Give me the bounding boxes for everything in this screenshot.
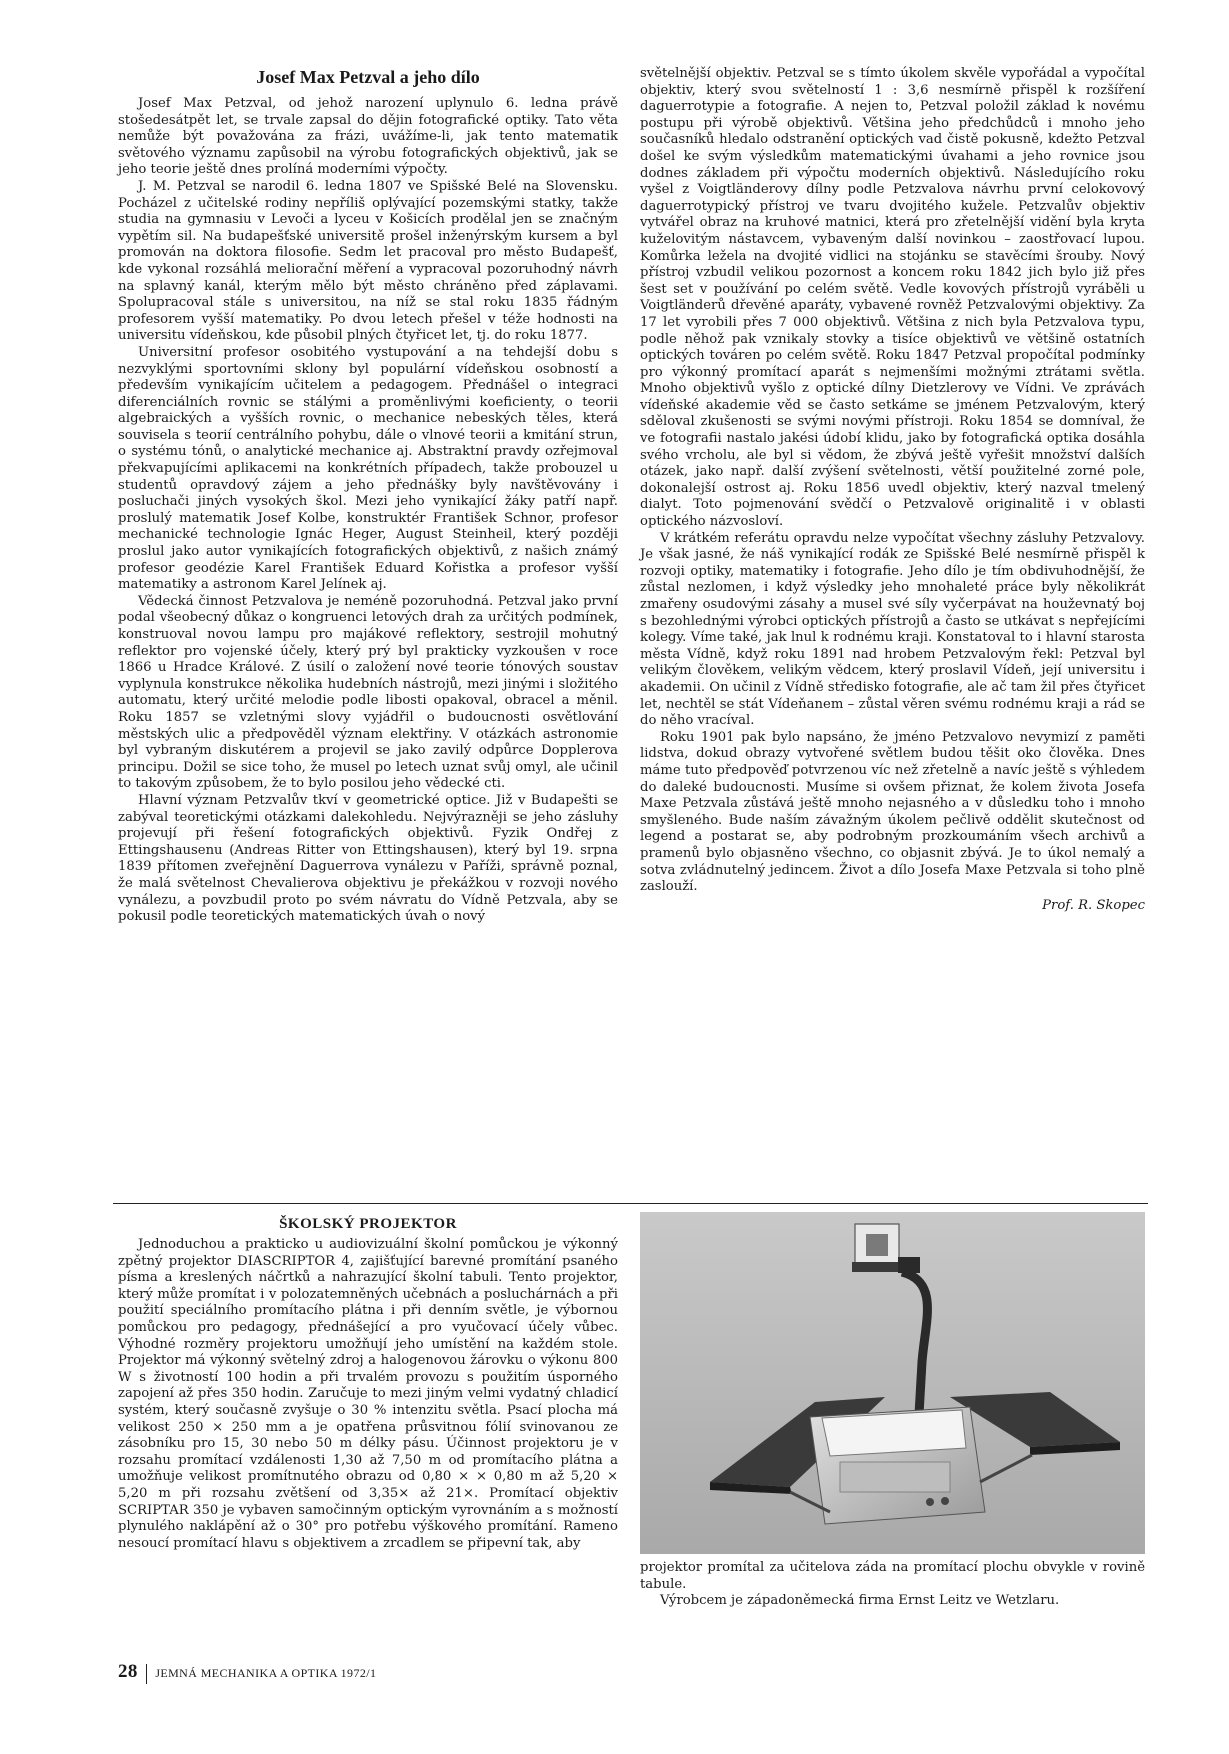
article-paragraph: Roku 1901 pak bylo napsáno, že jméno Petzvalovo nevymizí z paměti lidstva, dokud obrazy vytvořené světlem budou těšit oko člověka. Dnes máme tuto předpověď potvrzenou víc než zřetelně a navíc ještě s výhledem do daleké budoucnosti. Musíme si ovšem přiznat, že kolem života Josefa Maxe Petzvala zůstává ještě mnoho nejasného a v důsledku toho i mnoho smyšleného. Bude naším závažným úkolem pečlivě oddělit skutečnost od legend a postarat se, aby podrobným prozkoumáním všech archivů a pramenů bylo objasněno všechno, co objasnit zbývá. Je to úkol nemalý a sotva zvládnutelný jedincem. Život a dílo Josefa Maxe Petzvala si toho plně zaslouží. xyxy=(640,729,1145,895)
page-number: 28 xyxy=(118,1661,138,1682)
page-footer xyxy=(118,1662,376,1684)
article-paragraph: J. M. Petzval se narodil 6. ledna 1807 ve Spišské Belé na Slovensku. Pocházel z učitelské rodiny nepříliš oplývající pozemskými statky, takže studia na gymnasiu v Levoči a lyceu v Košicích prodělal jen se značným vypětím sil. Na budapešťské universitě prošel inženýrským kursem a byl promován na doktora filosofie. Sedm let pracoval pro město Budapešť, kde vykonal rozsáhlá meliorační měření a vypracoval pozoruhodný návrh na splavný kanál, kterým mělo být město chráněno před záplavami. Spolupracoval stále s universitou, na níž se stal roku 1835 řádným profesorem vyšší matematiky. Po dvou letech přešel v téže hodnosti na universitu vídeňskou, kde působil plných čtyřicet let, tj. do roku 1877. xyxy=(118,178,618,344)
article-left-column xyxy=(118,66,618,926)
article-paragraph: Hlavní význam Petzvalův tkví v geometrické optice. Již v Budapešti se zabýval teoretickými otázkami dalekohledu. Nejvýrazněji se jeho zásluhy projevují při řešení fotografických objektivů. Fyzik Ondřej z Ettingshausenu (Andreas Ritter von Ettingshausen), který byl 19. srpna 1839 přítomen zveřejnění Daguerrova vynálezu v Paříži, správně poznal, že malá světelnost Chevalierova objektivu je překážkou v rozvoji nového vynálezu, a povzbudil proto po svém návratu do Vídně Petzvala, aby se pokusil podle teoretických matematických úvah o nový xyxy=(118,792,618,925)
caption-text: projektor promítal za učitelova záda na promítací plochu obvykle v rovině tabule. xyxy=(640,1560,1145,1592)
overhead-projector-illustration xyxy=(640,1212,1145,1554)
article-right-column xyxy=(640,66,1145,914)
projector-article xyxy=(118,1215,618,1552)
projector-body: Jednoduchou a prakticko u audiovizuální školní pomůckou je výkonný zpětný projektor DIASCRIPTOR 4, zajišťující barevné promítání psaného písma a kreslených náčrtků a nahrazující školní tabuli. Tento projektor, který může promítat i v polozatemněných učebnách a posluchárnách a při použití speciálního promítacího plátna i při denním světle, je výbornou pomůckou pro pedagogy, přednášející a pro vyučovací účely vůbec. Výhodné rozměry projektoru umožňují jeho umístění na každém stole. Projektor má výkonný světelný zdroj a halogenovou žárovku o výkonu 800 W s životností 100 hodin a při trvalém provozu s použitím úsporného zapojení až přes 350 hodin. Zaručuje to mezi jiným velmi vydatný chladicí systém, který současně zvyšuje o 30 % intenzitu světla. Psací plocha má velikost 250 × 250 mm a je opatřena průsvitnou fólií svinovanou ze zásobníku pro 15, 30 nebo 50 m délky pásu. Účinnost projektoru je v rozsahu promítací vzdálenosti 1,30 až 7,50 m od promítacího plátna a umožňuje velikost promítnutého obrazu od 0,80 × × 0,80 m až 5,20 × 5,20 m při rozsahu zvětšení od 3,35× až 21×. Promítací objektiv SCRIPTAR 350 je vybaven samočinným optickým vyrovnáním a s možností plynulého naklápění až o 30° pro potřebu výškového promítání. Rameno nesoucí promítací hlavu s objektivem a zrcadlem se připevní tak, aby xyxy=(118,1237,618,1551)
footer-separator xyxy=(146,1664,148,1684)
article-paragraph: Vědecká činnost Petzvalova je neméně pozoruhodná. Petzval jako první podal všeobecný důkaz o kongruenci letových drah za určitých podmínek, konstruoval novou lampu pro majákové reflektory, sestrojil mohutný reflektor pro vojenské účely, který prý byl prakticky vyzkoušen v roce 1866 u Hradce Králové. Z úsilí o založení nové teorie tónových soustav vyplynula konstrukce několika hudebních nástrojů, mezi jinými i složitého automatu, který určité melodie podle libosti opakoval, obracel a měnil. Roku 1857 se vzletnými slovy vyjádřil o budoucnosti osvětlování městských ulic a předpověděl význam elektřiny. V otázkách astronomie byl vybraným diskutérem a projevil se jako zavilý odpůrce Dopplerova principu. Dožil se sice toho, že musel po letech uznat svůj omyl, ale učinil to takovým způsobem, že to bylo posilou jeho vědecké cti. xyxy=(118,593,618,792)
journal-name: JEMNÁ MECHANIKA A OPTIKA 1972/1 xyxy=(155,1666,377,1680)
article-paragraph: světelnější objektiv. Petzval se s tímto úkolem skvěle vypořádal a vypočítal objektiv, který svou světelností 1 : 3,6 nesmírně přispěl k rozšíření daguerrotypie a fotografie. A nejen to, Petzval položil základ k novému postupu při výrobě objektivů. Většina jeho předchůdců i mnoho jeho současníků hledalo odstranění optických vad čistě pokusně, kdežto Petzval došel ke svým výsledkům matematickými úvahami a jeho rovnice jsou dodnes základem při výpočtu moderních objektivů. Následujícího roku vyšel z Voigtländerovy dílny podle Petzvalova návrhu první celokovový daguerrotypický přístroj ve tvaru dvojitého kužele. Petzvalův objektiv vytvářel obraz na kruhové matnici, která pro zřetelnější vidění byla kryta kuželovitým nástavcem, vybaveným další novinkou – zaostřovací lupou. Komůrka ležela na dvojité vidlici na stojánku se stavěcími šrouby. Nový přístroj vzbudil velikou pozornost a koncem roku 1842 jich bylo již přes šest set v používání po celém světě. Vedle kovových přístrojů vyráběli u Voigtländerů dřevěné aparáty, vybavené rovněž Petzvalovými objektivy. Za 17 let vyrobili přes 7 000 objektivů. Většina z nich byla Petzvalova typu, podle něhož pak vznikaly stovky a tisíce objektivů ve většině ostatních optických továren po celém světě. Roku 1847 Petzval propočítal podmínky pro výkonný promítací aparát s nejmenšími možnými ztrátami světla. Mnoho objektivů vyšlo z optické dílny Dietzlerovy ve Vídni. Ve zprávách vídeňské akademie věd se často setkáme se jménem Petzvalovým, který sděloval zkušenosti se svými novými přístroji. Roku 1854 se domníval, že ve fotografii nastalo jakési údobí klidu, jako by fotografická optika dosáhla svého vrcholu, ale byl si vědom, že zbývá ještě vyřešit množství dalších otázek, jako např. další zvýšení světelnosti, větší použitelné zorné pole, dokonalejší ostrost aj. Roku 1856 uvedl objektiv, který nazval tmelený dialyt. Toto pojmenování svědčí o Petzvalově originalitě i v oblasti optického názvosloví. xyxy=(640,66,1145,530)
article-paragraph: V krátkém referátu opravdu nelze vypočítat všechny zásluhy Petzvalovy. Je však jasné, že náš vynikající rodák ze Spišské Belé nesmírně přispěl k rozvoji optiky, matematiky i fotografie. Jeho dílo je tím obdivuhodnější, že zůstal nezlomen, i když výsledky jeho mnohaleté práce byly několikrát zmařeny osudovými zásahy a musel své síly vyčerpávat na houževnatý boj s bezohlednými výrobci optických přístrojů a často se utkávat s nepřejícími kolegy. Víme také, jak lnul k rodnému kraji. Konstatoval to i hlavní starosta města Vídně, když roku 1891 nad hrobem Petzvalovým řekl: Petzval byl velikým člověkem, velikým vědcem, který proslavil Vídeň, její universitu i akademii. On učinil z Vídně středisko fotografie, ale ač tam žil přes čtyřicet let, nechtěl se stát Vídeňanem – zůstal věren svému rodnému kraji a rád se do něho vracíval. xyxy=(640,530,1145,729)
article-title: Josef Max Petzval a jeho dílo xyxy=(256,67,480,87)
projector-photo xyxy=(640,1212,1145,1554)
projector-title: ŠKOLSKÝ PROJEKTOR xyxy=(279,1216,457,1232)
photo-caption xyxy=(640,1560,1145,1610)
caption-manufacturer: Výrobcem je západoněmecká firma Ernst Leitz ve Wetzlaru. xyxy=(660,1593,1060,1609)
article-paragraph: Josef Max Petzval, od jehož narození uplynulo 6. ledna právě stošedesátpět let, se trvale zapsal do dějin fotografické optiky. Tato věta nemůže být považována za frázi, uvážíme-li, jak tento matematik světového významu zapůsobil na výrobu fotografických objektivů, jak se jeho teorie ještě dnes prolíná moderními výpočty. xyxy=(118,96,618,178)
section-divider xyxy=(113,1203,1148,1204)
article-author: Prof. R. Skopec xyxy=(1042,897,1145,913)
article-paragraph: Universitní profesor osobitého vystupování a na tehdejší dobu s nezvyklými sportovními sklony byl populární vídeňskou osobností a především vynikajícím učitelem a pedagogem. Přednášel o integraci diferenciálních rovnic se stálými a proměnlivými koeficienty, o teorii algebraických a vyšších rovnic, o mechanice nebeských těles, která souvisela s teorií centrálního pohybu, dále o vlnové teorii a kmitání strun, o systému tónů, o analytické mechanice aj. Abstraktní pravdy ozřejmoval překvapujícími aplikacemi na konkrétních případech, takže probouzel u studentů opravdový zájem a jeho přednášky byly navštěvovány i posluchači jiných vysokých škol. Mezi jeho vynikající žáky patří např. proslulý matematik Josef Kolbe, konstruktér František Schnor, profesor mechanické technologie Ignác Heger, August Steinheil, který později proslul jako autor vynikajících fotografických objektivů, z našich známý profesor geodézie Karel František Eduard Kořistka a profesor vyšší matematiky a astronom Karel Jelínek aj. xyxy=(118,344,618,593)
